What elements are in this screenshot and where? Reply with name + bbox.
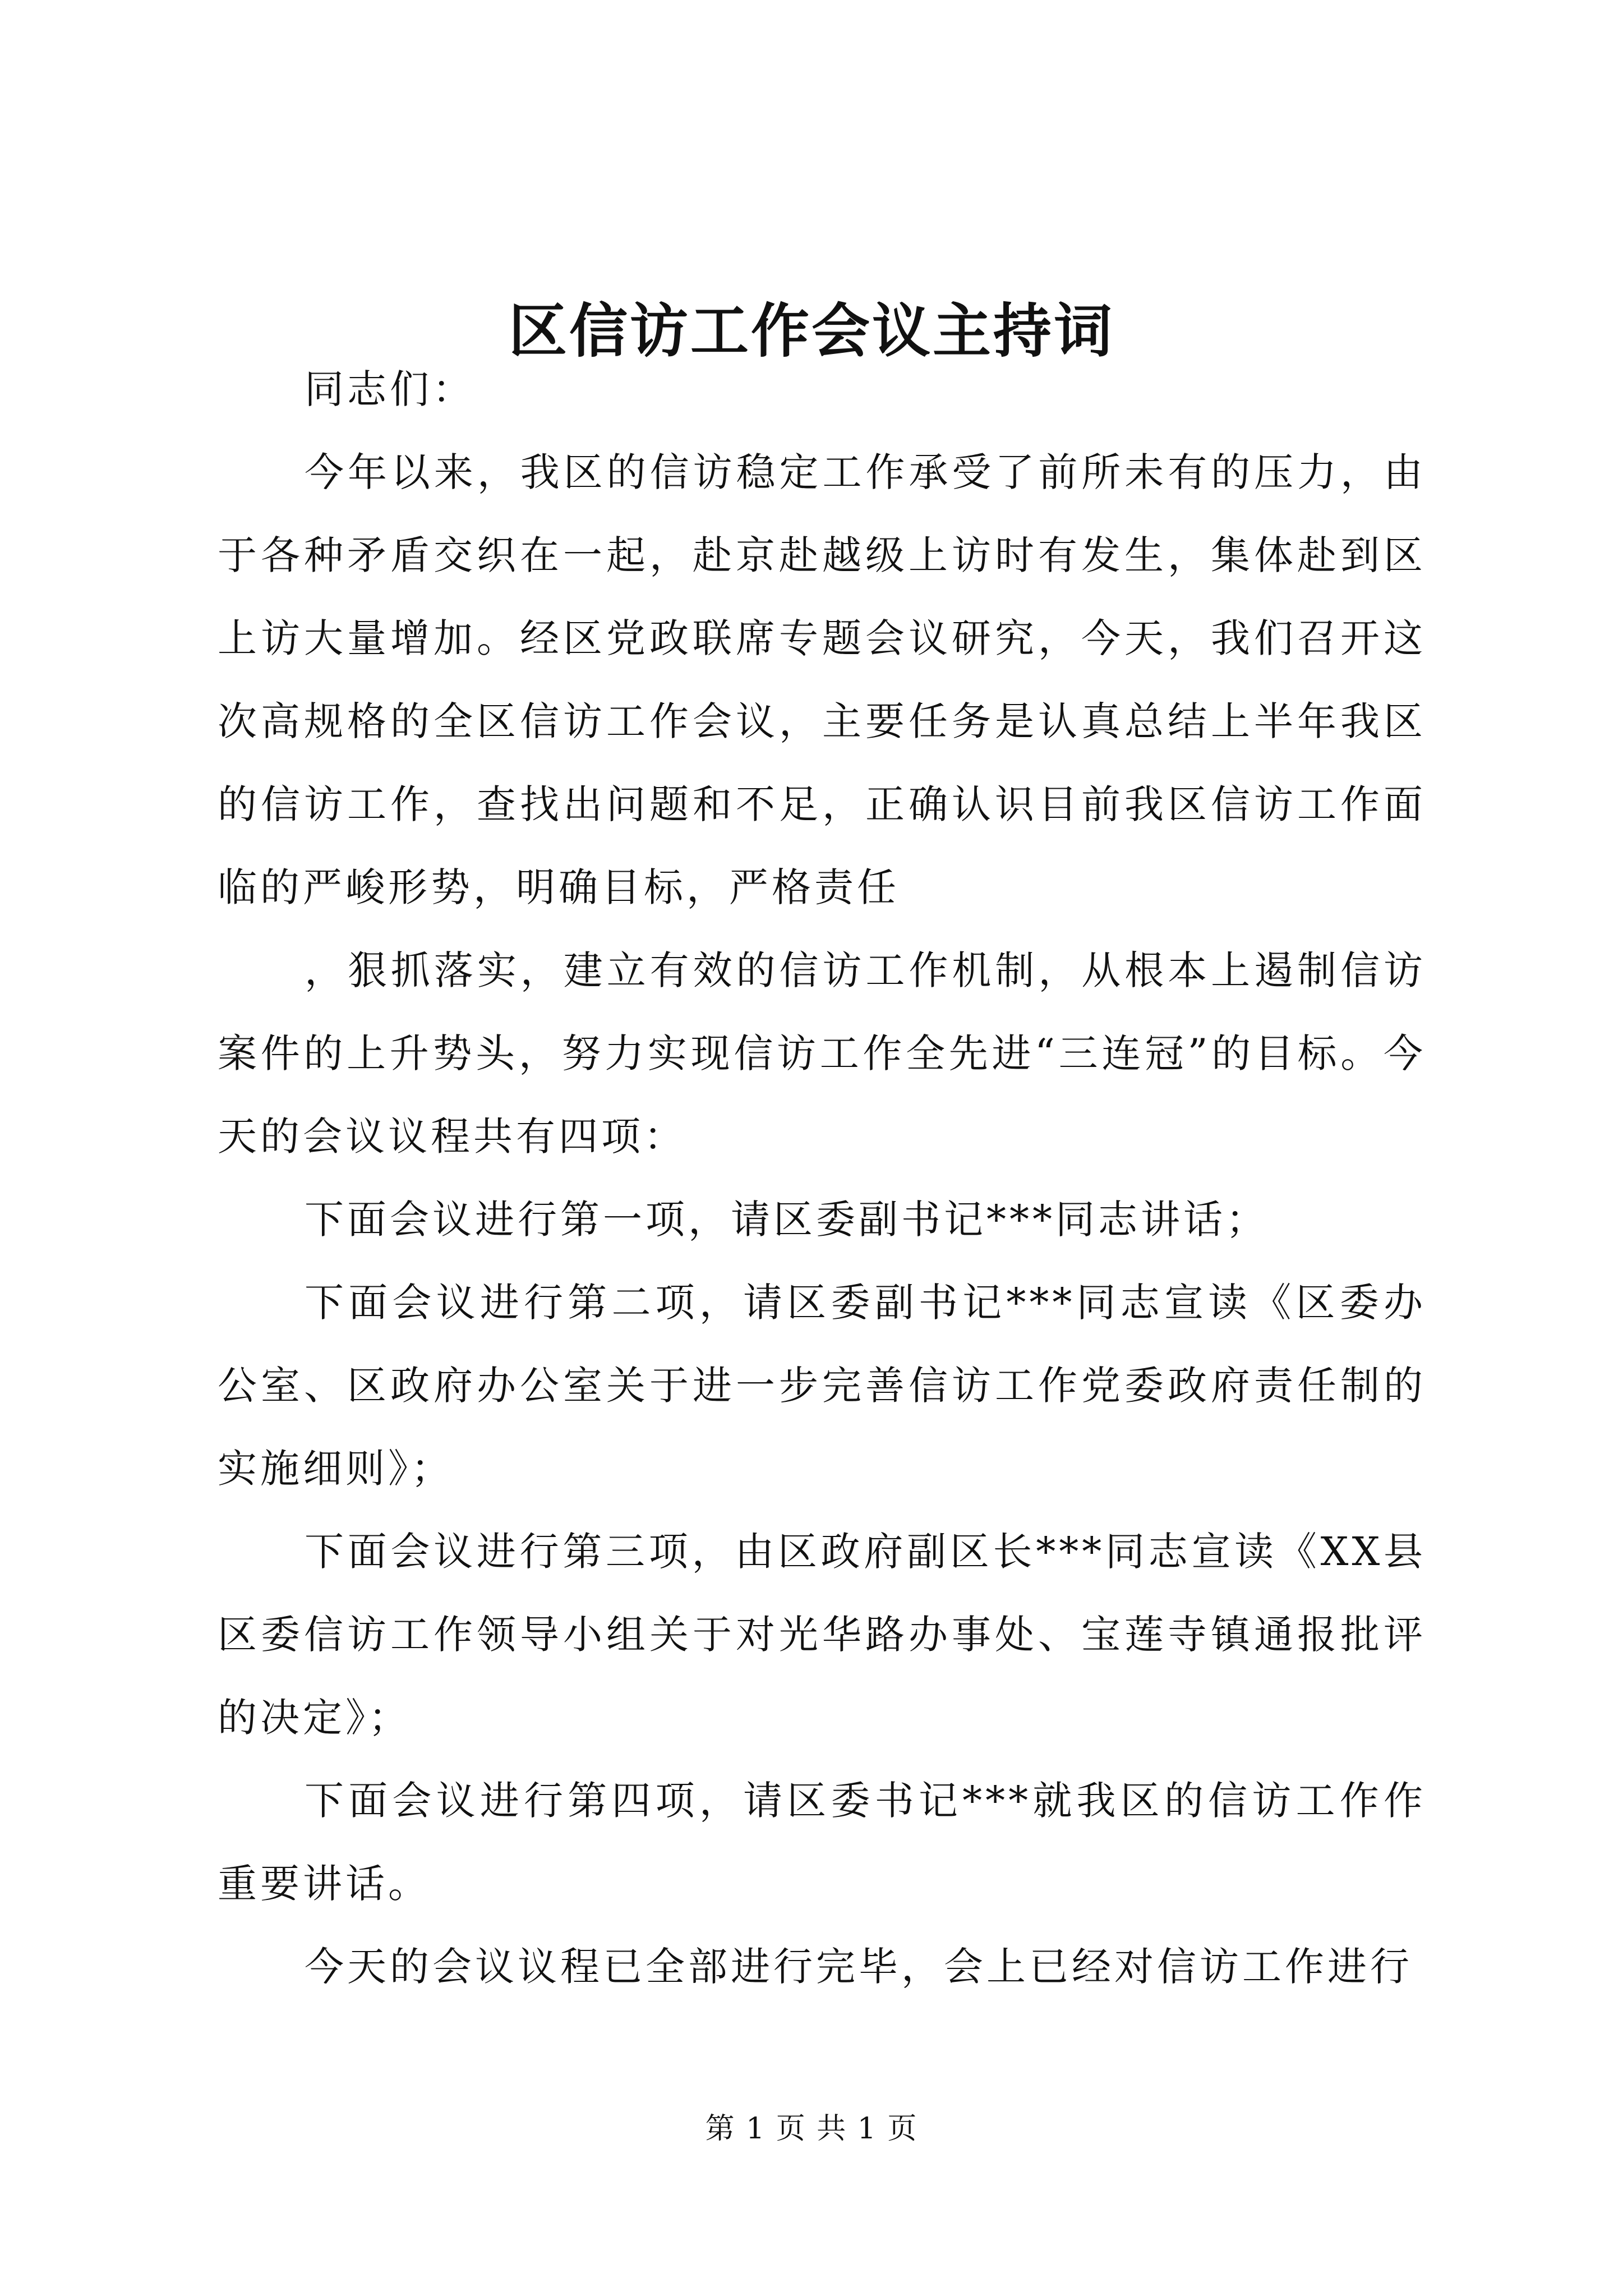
agenda-item-4: 下面会议进行第四项，请区委书记***就我区的信访工作作重要讲话。 bbox=[218, 1778, 1426, 1907]
paragraph-intro: 今年以来，我区的信访稳定工作承受了前所未有的压力，由于各种矛盾交织在一起，赴京赴越级上访时有发生，集体赴到区上访大量增加。经区党政联席专题会议研究，今天，我们召开这次高规格的全区信访工作会议，主要任务是认真总结上半年我区的信访工作，查找出问题和不足，正确认识目前我区信访工作面临的严峻形势，明确目标，严格责任 bbox=[218, 449, 1426, 910]
paragraph-closing: 今天的会议议程已全部进行完毕，会上已经对信访工作进行 bbox=[305, 1944, 1413, 1990]
document-title: 区信访工作会议主持词 bbox=[508, 296, 1114, 365]
agenda-item-1: 下面会议进行第一项，请区委副书记***同志讲话； bbox=[305, 1197, 1269, 1243]
page-number-footer: 第 1 页 共 1 页 bbox=[705, 2112, 918, 2146]
agenda-item-2: 下面会议进行第二项，请区委副书记***同志宣读《区委办公室、区政府办公室关于进一步完善信访工作党委政府责任制的实施细则》； bbox=[218, 1280, 1426, 1492]
agenda-item-3: 下面会议进行第三项，由区政府副区长***同志宣读《XX县区委信访工作领导小组关于对光华路办事处、宝莲寺镇通报批评的决定》； bbox=[218, 1529, 1426, 1741]
paragraph-salutation: 同志们： bbox=[305, 366, 475, 412]
paragraph-intro-continued: ，狠抓落实，建立有效的信访工作机制，从根本上遏制信访案件的上升势头，努力实现信访工作全先进“三连冠”的目标。今天的会议议程共有四项： bbox=[218, 947, 1426, 1159]
document-body bbox=[218, 348, 1426, 2008]
